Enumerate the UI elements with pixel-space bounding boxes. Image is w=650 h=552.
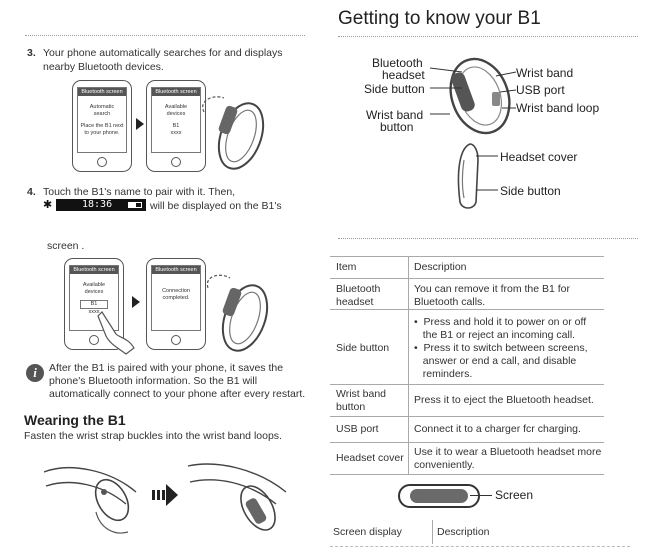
screen-line: Automatic (89, 104, 115, 110)
wearing-heading: Wearing the B1 (24, 412, 126, 428)
table-cell-description: answer or end a call, and disable (414, 355, 577, 367)
tapping-hand-icon (96, 308, 140, 356)
info-text-line1: After the B1 is paired with your phone, it saves the (49, 362, 284, 374)
info-icon: i (26, 364, 44, 382)
table-cell-description: the B1 or reject an incoming call. (414, 329, 576, 341)
table-cell-item: Headset cover (336, 452, 404, 464)
table-cell-description: • Press and hold it to power on or off (414, 316, 587, 328)
screen-line: to your phone. (84, 130, 120, 136)
table-cell-description: Use it to wear a Bluetooth headset more (414, 446, 602, 458)
home-button-icon (97, 157, 107, 167)
info-text-line3: automatically connect to your phone after every restart. (49, 388, 306, 400)
label-bluetooth-headset-line1: Bluetooth (372, 56, 423, 70)
table-cell-description: Connect it to a charger fcr charging. (414, 423, 581, 435)
phone-illustration-4 (146, 258, 206, 350)
description-table (330, 256, 604, 474)
screen-line: completed. (162, 295, 190, 301)
wearing-text: Fasten the wrist strap buckles into the wrist band loops. (24, 430, 282, 442)
label-screen: Screen (495, 488, 534, 502)
label-bluetooth-headset-line2: headset (382, 68, 425, 82)
screen-line: devices (166, 111, 186, 117)
screen-line: devices (84, 289, 104, 295)
table-cell-item: Wrist band (336, 388, 386, 400)
b1-screen-display (56, 199, 146, 211)
step4-text-line1: Touch the B1's name to pair with it. Then, (43, 186, 236, 198)
screen-line: xxxx (170, 130, 182, 136)
bottom-header-description: Description (437, 526, 490, 538)
bottom-rule (330, 546, 630, 547)
step4-text-line3: screen . (47, 240, 85, 252)
home-button-icon (171, 335, 181, 345)
step3-text-line2: nearby Bluetooth devices. (43, 61, 164, 73)
label-side-button: Side button (364, 82, 425, 96)
table-cell-item: USB port (336, 423, 379, 435)
table-cell-item: Side button (336, 342, 390, 354)
screen-title-bar: Bluetooth screen (78, 88, 126, 96)
table-cell-item: headset (336, 296, 374, 308)
screen-title-bar: Bluetooth screen (70, 266, 118, 274)
b1-screen-diagram (398, 484, 480, 508)
fasten-strap-illustration (40, 452, 148, 542)
table-cell-item: button (336, 401, 366, 413)
label-headset-cover: Headset cover (500, 150, 578, 164)
phone-screen (151, 87, 201, 153)
bottom-table-divider (432, 520, 433, 544)
table-cell-description: Press it to eject the Bluetooth headset. (414, 394, 594, 406)
label-usb-port: USB port (516, 83, 565, 97)
wrist-band-illustration (196, 86, 276, 178)
screen-title-bar: Bluetooth screen (152, 88, 200, 96)
label-wrist-band: Wrist band (516, 66, 574, 80)
phone-screen (77, 87, 127, 153)
arrow-right-icon (136, 118, 144, 130)
screen-area (410, 489, 468, 503)
phone-screen (151, 265, 201, 331)
battery-icon (128, 202, 142, 208)
table-header-description: Description (414, 261, 467, 273)
label-wrist-band-button-line2: button (380, 120, 414, 134)
clock-readout: 18:36 (82, 199, 113, 210)
label-side-button-headset: Side button (500, 184, 561, 198)
screen-line: Place the B1 next (80, 123, 124, 129)
screen-line: Connection (162, 288, 190, 294)
arrow-right-icon (152, 484, 178, 506)
step3-text-line1: Your phone automatically searches for and displays (43, 47, 283, 59)
screen-line: Available (82, 282, 106, 288)
right-mid-rule (338, 238, 638, 239)
phone-illustration-1 (72, 80, 132, 172)
screen-line: B1 (172, 123, 180, 129)
table-cell-description: Bluetooth calls. (414, 296, 486, 308)
table-cell-description: conveniently. (414, 459, 475, 471)
info-text-line2: phone's Bluetooth information. So the B1 will (49, 375, 258, 387)
screen-line: xxxx (88, 309, 100, 315)
screen-line: Available (164, 104, 188, 110)
screen-title-bar: Bluetooth screen (152, 266, 200, 274)
left-top-rule (25, 35, 305, 36)
table-header-item: Item (336, 261, 357, 273)
screen-line: search (93, 111, 111, 117)
step3-number: 3. (27, 47, 36, 59)
callout-leaders (420, 60, 520, 200)
table-cell-description: You can remove it from the B1 for (414, 283, 571, 295)
arrow-right-icon (132, 296, 140, 308)
callout-leaders-headset (476, 150, 500, 198)
step4-number: 4. (27, 186, 36, 198)
label-wrist-band-loop: Wrist band loop (516, 101, 600, 115)
table-cell-description: reminders. (414, 368, 473, 380)
table-cell-item: Bluetooth (336, 283, 381, 295)
page-title: Getting to know your B1 (338, 8, 541, 29)
wrist-band-illustration (200, 268, 280, 360)
bluetooth-icon: ✱ (43, 199, 53, 211)
home-button-icon (171, 157, 181, 167)
table-cell-description: • Press it to switch between screens, (414, 342, 588, 354)
bottom-header-screen-display: Screen display (333, 526, 402, 538)
step4-text-line2: will be displayed on the B1's (150, 200, 282, 212)
fastened-strap-illustration (186, 452, 302, 544)
screen-leader-line (470, 495, 492, 496)
label-wrist-band-button-line1: Wrist band (366, 108, 424, 122)
screen-line: B1 (80, 300, 108, 309)
right-top-rule (338, 36, 638, 37)
